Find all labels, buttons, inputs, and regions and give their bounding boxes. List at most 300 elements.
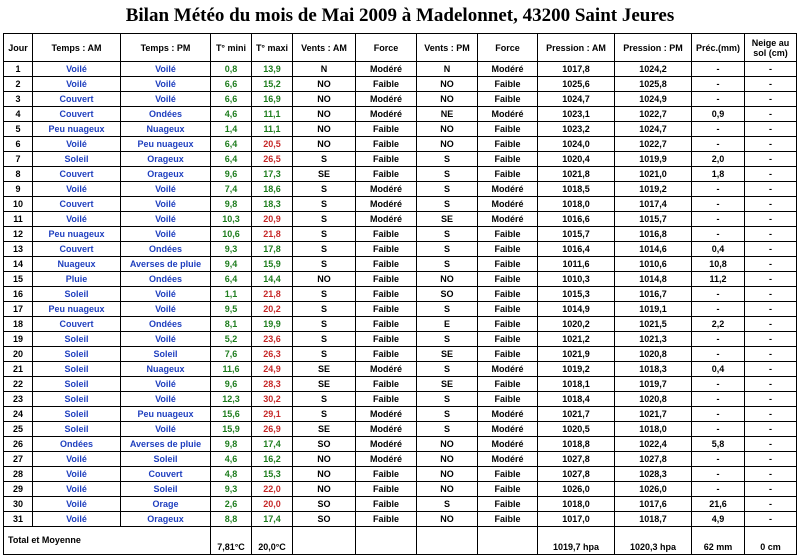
cell-tmax: 18,3 (252, 197, 293, 212)
cell-tmax: 13,9 (252, 62, 293, 77)
col-header-force-pm: Force (478, 34, 538, 62)
cell-tmin: 7,6 (211, 347, 252, 362)
cell-tmax: 17,8 (252, 242, 293, 257)
cell-force-am: Faible (356, 392, 417, 407)
cell-temps-pm: Peu nuageux (121, 137, 211, 152)
cell-vent-am: SO (293, 437, 356, 452)
cell-jour: 22 (4, 377, 33, 392)
cell-pression-pm: 1022,7 (615, 137, 692, 152)
cell-jour: 2 (4, 77, 33, 92)
table-row (4, 332, 797, 347)
cell-temps-pm: Ondées (121, 317, 211, 332)
cell-temps-pm: Ondées (121, 272, 211, 287)
cell-vent-pm: S (417, 242, 478, 257)
cell-pression-am: 1024,7 (538, 92, 615, 107)
cell-temps-am: Soleil (33, 377, 121, 392)
cell-vent-am: S (293, 212, 356, 227)
cell-tmin: 2,6 (211, 497, 252, 512)
cell-pression-pm: 1017,6 (615, 497, 692, 512)
cell-force-am: Modéré (356, 407, 417, 422)
header-row (4, 34, 797, 62)
cell-neige: - (745, 77, 797, 92)
cell-pression-pm: 1024,9 (615, 92, 692, 107)
table-row (4, 272, 797, 287)
table-row (4, 122, 797, 137)
cell-force-pm: Faible (478, 272, 538, 287)
cell-precip: - (692, 407, 745, 422)
cell-temps-pm: Nuageux (121, 122, 211, 137)
cell-temps-pm: Voilé (121, 422, 211, 437)
cell-pression-pm: 1022,4 (615, 437, 692, 452)
cell-precip: - (692, 377, 745, 392)
cell-neige: - (745, 362, 797, 377)
cell-vent-pm: S (417, 152, 478, 167)
cell-vent-pm: S (417, 497, 478, 512)
cell-precip: - (692, 392, 745, 407)
cell-force-pm: Faible (478, 332, 538, 347)
cell-force-am: Faible (356, 152, 417, 167)
cell-vent-am: S (293, 392, 356, 407)
cell-temps-am: Nuageux (33, 257, 121, 272)
cell-precip: - (692, 347, 745, 362)
cell-temps-pm: Averses de pluie (121, 257, 211, 272)
cell-force-am: Modéré (356, 92, 417, 107)
cell-precip: - (692, 467, 745, 482)
cell-tmax: 26,5 (252, 152, 293, 167)
cell-force-am: Modéré (356, 422, 417, 437)
cell-force-pm: Faible (478, 227, 538, 242)
cell-temps-am: Voilé (33, 497, 121, 512)
cell-neige: - (745, 137, 797, 152)
cell-tmin: 4,6 (211, 452, 252, 467)
cell-vent-am: SO (293, 497, 356, 512)
cell-tmin: 9,8 (211, 437, 252, 452)
cell-temps-am: Peu nuageux (33, 122, 121, 137)
cell-precip: - (692, 287, 745, 302)
cell-neige: - (745, 377, 797, 392)
cell-pression-am: 1011,6 (538, 257, 615, 272)
cell-temps-am: Voilé (33, 212, 121, 227)
cell-jour: 7 (4, 152, 33, 167)
cell-precip: - (692, 122, 745, 137)
cell-jour: 16 (4, 287, 33, 302)
col-header-vents-pm: Vents : PM (417, 34, 478, 62)
cell-jour: 26 (4, 437, 33, 452)
cell-vent-pm: NO (417, 482, 478, 497)
table-row (4, 317, 797, 332)
cell-tmax: 16,9 (252, 92, 293, 107)
table-row (4, 347, 797, 362)
cell-pression-pm: 1026,0 (615, 482, 692, 497)
cell-force-pm: Faible (478, 122, 538, 137)
cell-temps-pm: Soleil (121, 482, 211, 497)
cell-tmin: 6,4 (211, 137, 252, 152)
cell-pression-pm: 1019,1 (615, 302, 692, 317)
cell-pression-am: 1010,3 (538, 272, 615, 287)
cell-pression-am: 1020,4 (538, 152, 615, 167)
table-row (4, 152, 797, 167)
table-row (4, 407, 797, 422)
cell-tmin: 6,4 (211, 152, 252, 167)
cell-vent-pm: S (417, 392, 478, 407)
cell-precip: - (692, 212, 745, 227)
cell-neige: - (745, 227, 797, 242)
cell-pression-pm: 1019,2 (615, 182, 692, 197)
cell-vent-am: SE (293, 377, 356, 392)
cell-pression-pm: 1021,5 (615, 317, 692, 332)
cell-pression-am: 1025,6 (538, 77, 615, 92)
cell-tmax: 26,3 (252, 347, 293, 362)
cell-tmax: 24,9 (252, 362, 293, 377)
cell-vent-am: NO (293, 122, 356, 137)
cell-jour: 6 (4, 137, 33, 152)
cell-vent-am: S (293, 302, 356, 317)
cell-vent-pm: SO (417, 287, 478, 302)
cell-vent-pm: NO (417, 92, 478, 107)
cell-vent-am: SE (293, 422, 356, 437)
cell-force-am: Faible (356, 122, 417, 137)
col-header-tmax: T° maxi (252, 34, 293, 62)
table-row (4, 107, 797, 122)
cell-temps-am: Pluie (33, 272, 121, 287)
cell-tmin: 5,2 (211, 332, 252, 347)
cell-pression-pm: 1018,7 (615, 512, 692, 527)
cell-force-pm: Faible (478, 467, 538, 482)
cell-vent-pm: NO (417, 77, 478, 92)
cell-tmin: 9,5 (211, 302, 252, 317)
table-row (4, 482, 797, 497)
cell-pression-am: 1017,0 (538, 512, 615, 527)
cell-precip: - (692, 62, 745, 77)
cell-vent-am: S (293, 152, 356, 167)
cell-vent-am: NO (293, 107, 356, 122)
cell-force-pm: Faible (478, 347, 538, 362)
cell-tmax: 26,9 (252, 422, 293, 437)
cell-precip: 10,8 (692, 257, 745, 272)
cell-vent-am: SE (293, 362, 356, 377)
cell-pression-am: 1014,9 (538, 302, 615, 317)
cell-tmin: 11,6 (211, 362, 252, 377)
cell-temps-am: Soleil (33, 362, 121, 377)
col-header-neige: Neige au sol (cm) (745, 34, 797, 62)
cell-temps-am: Couvert (33, 197, 121, 212)
cell-temps-pm: Voilé (121, 287, 211, 302)
cell-jour: 3 (4, 92, 33, 107)
totals-empty (417, 527, 478, 555)
cell-pression-am: 1019,2 (538, 362, 615, 377)
cell-vent-pm: NO (417, 452, 478, 467)
cell-precip: 1,8 (692, 167, 745, 182)
cell-force-am: Faible (356, 302, 417, 317)
cell-tmin: 1,4 (211, 122, 252, 137)
cell-pression-pm: 1025,8 (615, 77, 692, 92)
cell-jour: 25 (4, 422, 33, 437)
cell-temps-pm: Voilé (121, 377, 211, 392)
cell-force-pm: Faible (478, 257, 538, 272)
cell-tmax: 11,1 (252, 122, 293, 137)
cell-temps-am: Couvert (33, 242, 121, 257)
cell-tmax: 17,4 (252, 437, 293, 452)
cell-jour: 8 (4, 167, 33, 182)
cell-jour: 14 (4, 257, 33, 272)
cell-temps-pm: Voilé (121, 212, 211, 227)
cell-pression-pm: 1019,7 (615, 377, 692, 392)
cell-temps-am: Peu nuageux (33, 302, 121, 317)
cell-precip: 21,6 (692, 497, 745, 512)
weather-table (3, 33, 797, 555)
cell-force-am: Modéré (356, 62, 417, 77)
cell-neige: - (745, 482, 797, 497)
cell-precip: 0,4 (692, 242, 745, 257)
cell-force-am: Faible (356, 287, 417, 302)
cell-pression-pm: 1018,0 (615, 422, 692, 437)
cell-vent-am: NO (293, 137, 356, 152)
cell-tmin: 1,1 (211, 287, 252, 302)
totals-pression-pm: 1020,3 hpa (615, 527, 692, 555)
cell-vent-am: S (293, 182, 356, 197)
cell-pression-am: 1021,9 (538, 347, 615, 362)
cell-vent-pm: SE (417, 377, 478, 392)
cell-jour: 15 (4, 272, 33, 287)
cell-pression-pm: 1016,7 (615, 287, 692, 302)
cell-pression-am: 1020,5 (538, 422, 615, 437)
cell-tmin: 0,8 (211, 62, 252, 77)
cell-tmax: 17,4 (252, 512, 293, 527)
cell-tmax: 15,9 (252, 257, 293, 272)
cell-force-pm: Faible (478, 497, 538, 512)
cell-vent-pm: S (417, 362, 478, 377)
cell-neige: - (745, 152, 797, 167)
cell-jour: 10 (4, 197, 33, 212)
cell-vent-am: SE (293, 167, 356, 182)
cell-force-pm: Modéré (478, 407, 538, 422)
cell-vent-pm: NO (417, 272, 478, 287)
cell-force-am: Faible (356, 242, 417, 257)
col-header-pression-am: Pression : AM (538, 34, 615, 62)
cell-tmin: 9,6 (211, 167, 252, 182)
cell-force-am: Faible (356, 377, 417, 392)
cell-temps-pm: Voilé (121, 197, 211, 212)
cell-jour: 31 (4, 512, 33, 527)
cell-pression-am: 1023,2 (538, 122, 615, 137)
cell-jour: 23 (4, 392, 33, 407)
cell-jour: 21 (4, 362, 33, 377)
cell-neige: - (745, 422, 797, 437)
cell-vent-pm: S (417, 197, 478, 212)
cell-tmax: 20,2 (252, 302, 293, 317)
cell-precip: - (692, 482, 745, 497)
cell-neige: - (745, 467, 797, 482)
cell-temps-am: Soleil (33, 152, 121, 167)
cell-force-am: Faible (356, 137, 417, 152)
table-row (4, 197, 797, 212)
cell-pression-pm: 1015,7 (615, 212, 692, 227)
cell-vent-am: N (293, 62, 356, 77)
cell-precip: 5,8 (692, 437, 745, 452)
table-row (4, 92, 797, 107)
cell-pression-pm: 1017,4 (615, 197, 692, 212)
cell-temps-am: Couvert (33, 167, 121, 182)
cell-pression-pm: 1024,7 (615, 122, 692, 137)
cell-jour: 20 (4, 347, 33, 362)
totals-empty (478, 527, 538, 555)
col-header-jour: Jour (4, 34, 33, 62)
cell-temps-pm: Voilé (121, 332, 211, 347)
cell-force-am: Faible (356, 347, 417, 362)
cell-tmax: 18,6 (252, 182, 293, 197)
cell-force-am: Faible (356, 167, 417, 182)
cell-vent-am: NO (293, 92, 356, 107)
cell-temps-am: Ondées (33, 437, 121, 452)
table-row (4, 257, 797, 272)
cell-force-am: Modéré (356, 212, 417, 227)
cell-temps-am: Voilé (33, 512, 121, 527)
cell-precip: 11,2 (692, 272, 745, 287)
cell-temps-pm: Ondées (121, 242, 211, 257)
cell-jour: 27 (4, 452, 33, 467)
cell-vent-pm: S (417, 182, 478, 197)
cell-force-pm: Faible (478, 317, 538, 332)
col-header-precip: Préc.(mm) (692, 34, 745, 62)
cell-neige: - (745, 257, 797, 272)
cell-force-pm: Modéré (478, 452, 538, 467)
cell-pression-am: 1018,0 (538, 197, 615, 212)
cell-neige: - (745, 497, 797, 512)
cell-temps-pm: Voilé (121, 92, 211, 107)
cell-precip: - (692, 227, 745, 242)
cell-vent-am: S (293, 332, 356, 347)
cell-vent-pm: E (417, 317, 478, 332)
cell-temps-am: Voilé (33, 452, 121, 467)
table-row (4, 362, 797, 377)
cell-vent-am: NO (293, 452, 356, 467)
cell-force-am: Modéré (356, 107, 417, 122)
cell-vent-pm: S (417, 257, 478, 272)
cell-tmax: 11,1 (252, 107, 293, 122)
cell-tmax: 20,9 (252, 212, 293, 227)
cell-temps-pm: Voilé (121, 392, 211, 407)
cell-vent-pm: SE (417, 347, 478, 362)
cell-force-am: Faible (356, 272, 417, 287)
col-header-tmin: T° mini (211, 34, 252, 62)
cell-pression-am: 1020,2 (538, 317, 615, 332)
cell-pression-pm: 1020,8 (615, 347, 692, 362)
col-header-vents-am: Vents : AM (293, 34, 356, 62)
cell-tmin: 10,3 (211, 212, 252, 227)
cell-temps-pm: Peu nuageux (121, 407, 211, 422)
cell-jour: 17 (4, 302, 33, 317)
cell-tmin: 15,6 (211, 407, 252, 422)
cell-jour: 1 (4, 62, 33, 77)
totals-label: Total et Moyenne (4, 527, 211, 555)
cell-pression-am: 1027,8 (538, 467, 615, 482)
cell-pression-pm: 1021,7 (615, 407, 692, 422)
cell-neige: - (745, 347, 797, 362)
totals-tmax: 20,0°C (252, 527, 293, 555)
cell-jour: 28 (4, 467, 33, 482)
totals-row (4, 527, 797, 555)
cell-tmin: 7,4 (211, 182, 252, 197)
cell-tmax: 15,2 (252, 77, 293, 92)
cell-temps-am: Soleil (33, 422, 121, 437)
cell-temps-pm: Soleil (121, 347, 211, 362)
cell-pression-pm: 1027,8 (615, 452, 692, 467)
cell-temps-am: Peu nuageux (33, 227, 121, 242)
cell-pression-am: 1021,2 (538, 332, 615, 347)
cell-neige: - (745, 92, 797, 107)
cell-pression-am: 1018,0 (538, 497, 615, 512)
cell-tmin: 8,8 (211, 512, 252, 527)
cell-force-pm: Modéré (478, 362, 538, 377)
cell-pression-am: 1015,3 (538, 287, 615, 302)
cell-vent-pm: NO (417, 467, 478, 482)
cell-tmin: 12,3 (211, 392, 252, 407)
cell-tmin: 8,1 (211, 317, 252, 332)
table-row (4, 437, 797, 452)
cell-temps-pm: Voilé (121, 182, 211, 197)
totals-pression-am: 1019,7 hpa (538, 527, 615, 555)
cell-temps-am: Soleil (33, 407, 121, 422)
cell-precip: - (692, 422, 745, 437)
cell-force-pm: Faible (478, 482, 538, 497)
table-row (4, 377, 797, 392)
cell-jour: 9 (4, 182, 33, 197)
cell-temps-am: Voilé (33, 77, 121, 92)
cell-pression-pm: 1014,8 (615, 272, 692, 287)
cell-force-am: Faible (356, 257, 417, 272)
table-row (4, 302, 797, 317)
totals-precip: 62 mm (692, 527, 745, 555)
cell-neige: - (745, 182, 797, 197)
cell-vent-am: S (293, 287, 356, 302)
cell-vent-pm: S (417, 227, 478, 242)
cell-tmin: 9,3 (211, 242, 252, 257)
table-row (4, 182, 797, 197)
cell-force-am: Modéré (356, 362, 417, 377)
cell-force-pm: Modéré (478, 62, 538, 77)
cell-vent-am: NO (293, 272, 356, 287)
cell-tmin: 10,6 (211, 227, 252, 242)
cell-precip: 2,2 (692, 317, 745, 332)
cell-jour: 29 (4, 482, 33, 497)
cell-tmax: 20,5 (252, 137, 293, 152)
cell-pression-pm: 1016,8 (615, 227, 692, 242)
cell-temps-am: Voilé (33, 467, 121, 482)
cell-force-pm: Faible (478, 152, 538, 167)
cell-force-pm: Faible (478, 392, 538, 407)
cell-temps-pm: Couvert (121, 467, 211, 482)
cell-precip: - (692, 197, 745, 212)
table-row (4, 62, 797, 77)
cell-pression-am: 1026,0 (538, 482, 615, 497)
cell-vent-pm: S (417, 422, 478, 437)
table-row (4, 452, 797, 467)
cell-pression-am: 1024,0 (538, 137, 615, 152)
cell-force-pm: Faible (478, 512, 538, 527)
cell-vent-pm: S (417, 332, 478, 347)
cell-tmin: 6,6 (211, 77, 252, 92)
table-row (4, 467, 797, 482)
cell-temps-am: Voilé (33, 182, 121, 197)
cell-temps-pm: Orageux (121, 512, 211, 527)
totals-empty (356, 527, 417, 555)
cell-precip: - (692, 452, 745, 467)
cell-temps-am: Couvert (33, 317, 121, 332)
cell-jour: 18 (4, 317, 33, 332)
cell-neige: - (745, 197, 797, 212)
cell-precip: - (692, 182, 745, 197)
cell-force-am: Faible (356, 497, 417, 512)
